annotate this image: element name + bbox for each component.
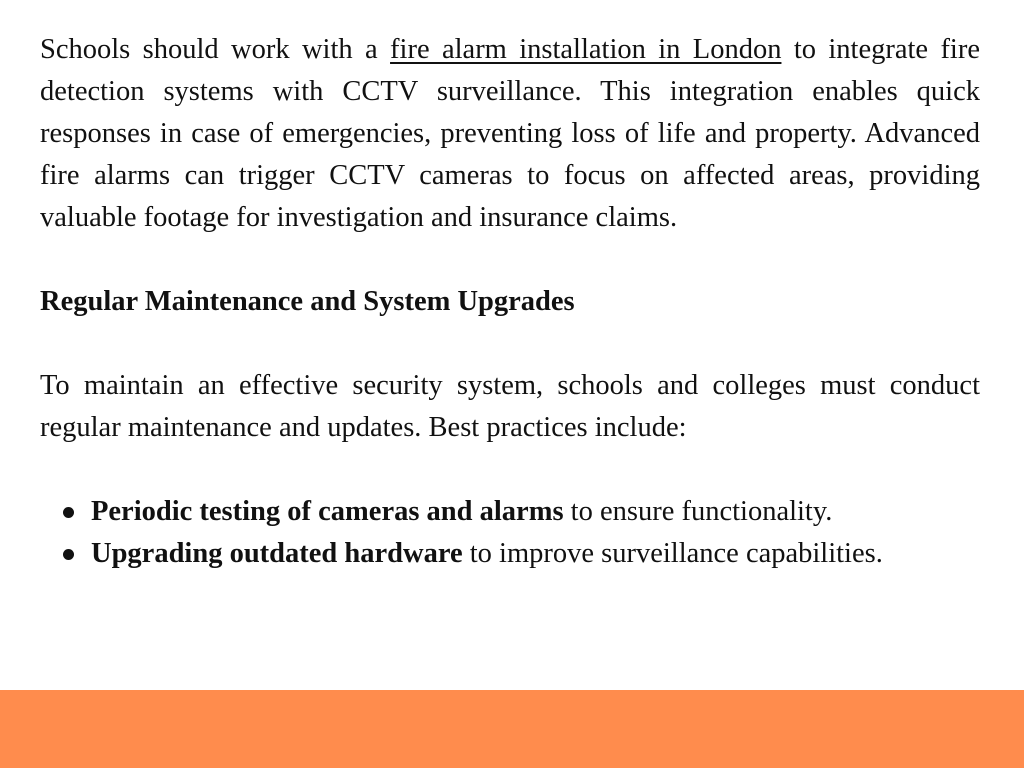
intro-text-after-link: to integrate fire detection systems with CCTV surveillance. This integration enables quick responses in case of emergencies, preventing loss of life and property. Advanced fire alarms can trigger CCTV cameras to focus on affected areas, providing valuable footage for investigation and insurance claims.: [40, 34, 980, 233]
list-item: [40, 533, 980, 575]
best-practices-list: [40, 491, 980, 575]
intro-paragraph: [40, 29, 980, 239]
list-item-text: to improve surveillance capabilities.: [462, 538, 883, 569]
bullet-icon: [63, 507, 74, 518]
section-heading: Regular Maintenance and System Upgrades: [40, 286, 575, 317]
intro-text-before-link: Schools should work with a: [40, 34, 391, 65]
list-item-bold: Periodic testing of cameras and alarms: [91, 496, 564, 527]
footer-bar: [0, 690, 1024, 768]
list-item-bold: Upgrading outdated hardware: [91, 538, 463, 569]
bullet-icon: [63, 549, 74, 560]
list-item: [40, 491, 980, 533]
fire-alarm-installation-link[interactable]: fire alarm installation in London: [390, 34, 782, 65]
document-content: [40, 29, 980, 575]
list-item-text: to ensure functionality.: [563, 496, 833, 527]
section-paragraph: To maintain an effective security system, schools and colleges must conduct regular maintenance and updates. Best practices include:: [40, 370, 980, 443]
